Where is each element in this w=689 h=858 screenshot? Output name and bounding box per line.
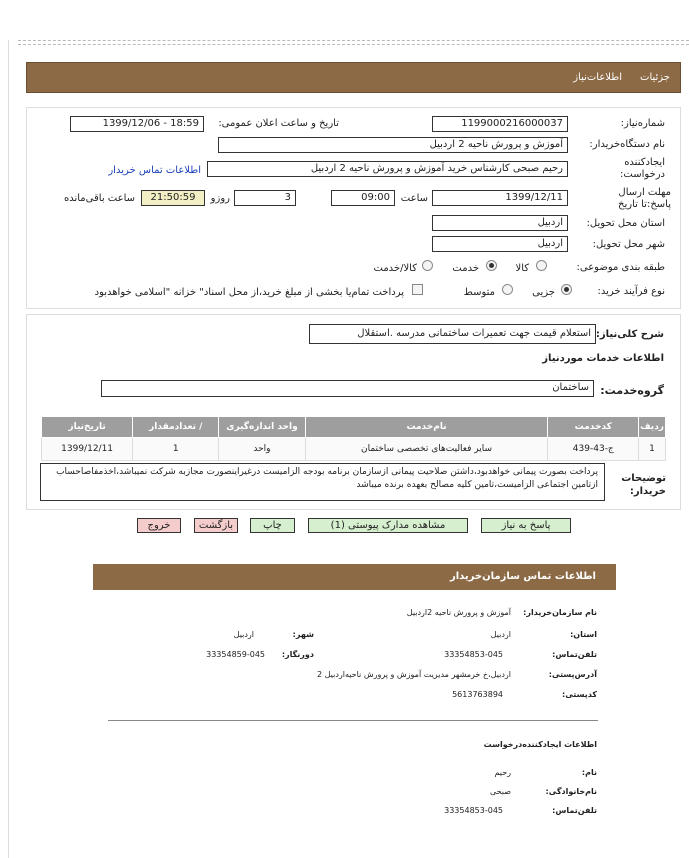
cell-unit: واحد <box>219 438 305 461</box>
creator-field: رحیم صبحی کارشناس خرید آموزش و پرورش ناحیه 2 اردبیل <box>207 161 568 177</box>
province-field: اردبیل <box>432 215 568 231</box>
creator-label: ایجادکننده درخواست: <box>620 157 665 180</box>
page-left-edge <box>8 40 9 858</box>
contact-section-title: اطلاعات تماس سازمان‌خریدار <box>449 571 596 582</box>
notes-label: توضیحات خریدار: <box>621 473 666 497</box>
contact-divider <box>108 720 598 721</box>
category-service-label: خدمت <box>452 263 479 274</box>
city-field: اردبیل <box>432 236 568 252</box>
contact-phone-value: 33354853-045 <box>444 650 503 659</box>
col-date: تاریخ‌نیاز <box>42 417 133 438</box>
deadline-date-field: 1399/12/11 <box>432 190 568 206</box>
creator-family-value: صبحی <box>489 787 511 796</box>
cell-date: 1399/12/11 <box>42 438 133 461</box>
category-both-label: کالا/خدمت <box>373 263 417 274</box>
table-header-row <box>42 417 666 438</box>
process-partial-label: جزیی <box>532 287 555 298</box>
process-medium-radio[interactable] <box>502 284 513 295</box>
services-title: اطلاعات خدمات موردنیاز <box>542 353 664 364</box>
buyer-field: آموزش و پرورش ناحیه 2 اردبیل <box>218 137 568 153</box>
creator-info-title: اطلاعات ایجادکننده‌درخواست <box>483 740 597 749</box>
top-divider-2 <box>18 44 689 45</box>
contact-postal-label: کدپستی: <box>562 690 597 699</box>
category-service-radio[interactable] <box>486 260 497 271</box>
contact-fax-label: دورنگار: <box>281 650 314 659</box>
process-partial-radio[interactable] <box>561 284 572 295</box>
creator-name-value: رحیم <box>494 768 511 777</box>
contact-fax-value: 33354859-045 <box>206 650 265 659</box>
org-value: آموزش و پرورش ناحیه 2اردبیل <box>406 608 511 617</box>
days-field: 3 <box>234 190 296 206</box>
nav-details-link[interactable]: جزئیات <box>640 72 670 83</box>
announce-label: تاریخ و ساعت اعلان عمومی: <box>218 118 339 129</box>
attachments-button[interactable]: مشاهده مدارک پیوستی (1) <box>308 518 468 533</box>
reply-button[interactable]: پاسخ به نیاز <box>481 518 571 533</box>
col-unit: واحد اندازه‌گیری <box>219 417 305 438</box>
buyer-label: نام دستگاه‌خریدار: <box>589 139 665 150</box>
deadline-label: مهلت ارسال پاسخ:تا تاریخ <box>618 187 671 210</box>
payment-note: پرداخت تمام‌یا بخشی از مبلغ خرید،از محل اسناد" خزانه "اسلامی خواهد‌بود <box>94 287 404 298</box>
table-row <box>42 438 666 461</box>
cell-row: 1 <box>639 438 666 461</box>
summary-label: شرح کلی‌نیاز: <box>595 329 664 340</box>
contact-province-value: اردبیل <box>490 630 511 639</box>
creator-phone-label: تلفن‌تماس: <box>552 806 597 815</box>
print-button[interactable]: چاپ <box>250 518 295 533</box>
buyer-contact-link[interactable]: اطلاعات تماس خریدار <box>108 165 201 176</box>
category-goods-radio[interactable] <box>536 260 547 271</box>
notes-field: پرداخت بصورت پیمانی خواهدبود،داشتن صلاحیت پیمانی ازسازمان برنامه بودجه الزامیست درغیراینصورت مجازبه شرکت نمیباشد،اخذمفاصاحساب ازتامین اجتماعی الزامیست،تامین کلیه مصالح بعهده برنده میباشد <box>40 463 605 501</box>
back-button[interactable]: بازگشت <box>194 518 238 533</box>
need-number-field: 1199000216000037 <box>432 116 568 132</box>
contact-city-value: اردبیل <box>233 630 254 639</box>
remaining-time-field: 21:50:59 <box>141 190 205 206</box>
payment-checkbox[interactable] <box>412 284 423 295</box>
creator-phone-value: 33354853-045 <box>444 806 503 815</box>
province-label: استان محل تحویل: <box>586 218 665 229</box>
group-field: ساختمان <box>101 380 594 397</box>
contact-city-label: شهر: <box>292 630 314 639</box>
org-label: نام سازمان‌خریدار: <box>523 608 597 617</box>
contact-postal-value: 5613763894 <box>452 690 503 699</box>
category-both-radio[interactable] <box>422 260 433 271</box>
process-label: نوع فرآیند خرید: <box>597 286 665 297</box>
contact-address-value: اردبیل،خ خرمشهر مدیریت آموزش و پرورش ناحیه‌اردبیل 2 <box>316 670 511 679</box>
announce-field: 1399/12/06 - 18:59 <box>70 116 204 132</box>
cell-code: ج-43-439 <box>548 438 639 461</box>
cell-name: سایر فعالیت‌های تخصصی ساختمان <box>305 438 548 461</box>
category-label: طبقه بندی موضوعی: <box>576 262 665 273</box>
col-row: ردیف <box>639 417 666 438</box>
process-medium-label: متوسط <box>463 287 495 298</box>
top-divider <box>18 40 689 41</box>
category-goods-label: کالا <box>515 263 529 274</box>
days-label: روزو <box>210 193 230 204</box>
contact-province-label: استان: <box>570 630 597 639</box>
creator-name-label: نام: <box>581 768 597 777</box>
deadline-time-field: 09:00 <box>331 190 395 206</box>
city-label: شهر محل تحویل: <box>592 239 665 250</box>
remaining-label: ساعت باقی‌مانده <box>63 193 135 204</box>
contact-section-header <box>93 564 616 590</box>
col-code: کدخدمت <box>548 417 639 438</box>
contact-address-label: آدرس‌پستی: <box>548 670 597 679</box>
top-nav-bar <box>26 62 681 93</box>
exit-button[interactable]: خروج <box>137 518 181 533</box>
summary-field: استعلام قیمت جهت تعمیرات ساختمانی مدرسه .استقلال <box>309 324 596 344</box>
col-qty: / تعدادمقدار <box>133 417 219 438</box>
need-number-label: شماره‌نیاز: <box>620 118 665 129</box>
col-name: نام‌خدمت <box>305 417 548 438</box>
creator-family-label: نام‌خانوادگی: <box>545 787 597 796</box>
contact-phone-label: تلفن‌تماس: <box>552 650 597 659</box>
cell-qty: 1 <box>133 438 219 461</box>
deadline-time-label: ساعت <box>400 193 428 204</box>
services-table <box>41 416 666 461</box>
nav-info-link[interactable]: اطلاعات‌نیاز <box>573 72 622 83</box>
group-label: گروه‌خدمت: <box>600 384 664 397</box>
